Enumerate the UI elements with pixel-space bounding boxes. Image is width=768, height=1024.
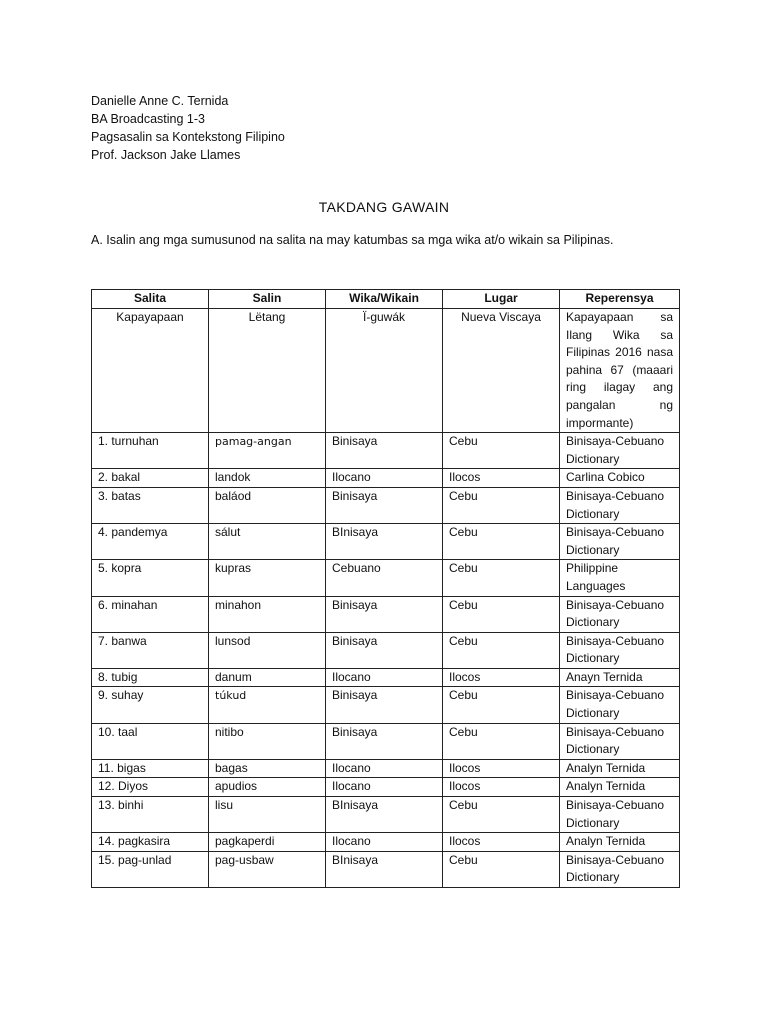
cell-salin: pag-usbaw: [209, 851, 326, 887]
table-row: [92, 560, 680, 596]
cell-salin: pagkaperdi: [209, 833, 326, 852]
cell-salita: 3. batas: [92, 487, 209, 523]
table-row: [92, 433, 680, 469]
cell-reperensya: Analyn Ternida: [560, 759, 680, 778]
cell-salita: 2. bakal: [92, 469, 209, 488]
cell-wika: Ilocano: [326, 759, 443, 778]
translation-table: [91, 289, 680, 888]
cell-lugar: Cebu: [443, 560, 560, 596]
cell-lugar: Ilocos: [443, 759, 560, 778]
table-row: [92, 469, 680, 488]
cell-lugar: Cebu: [443, 487, 560, 523]
cell-reperensya: Binisaya-Cebuano Dictionary: [560, 524, 680, 560]
cell-wika: Cebuano: [326, 560, 443, 596]
cell-wika: Binisaya: [326, 487, 443, 523]
example-salin: Lëtang: [209, 309, 326, 433]
cell-salita: 10. taal: [92, 723, 209, 759]
cell-lugar: Ilocos: [443, 778, 560, 797]
cell-lugar: Cebu: [443, 596, 560, 632]
cell-salita: 13. binhi: [92, 797, 209, 833]
cell-wika: Ilocano: [326, 469, 443, 488]
cell-reperensya: Carlina Cobico: [560, 469, 680, 488]
example-row: [92, 309, 680, 433]
cell-lugar: Cebu: [443, 632, 560, 668]
cell-salin: baláod: [209, 487, 326, 523]
cell-reperensya: Binisaya-Cebuano Dictionary: [560, 596, 680, 632]
example-lugar: Nueva Viscaya: [443, 309, 560, 433]
table-row: [92, 524, 680, 560]
header-reperensya: Reperensya: [560, 290, 680, 309]
cell-wika: BInisaya: [326, 524, 443, 560]
cell-salin: túkud: [209, 687, 326, 723]
cell-lugar: Cebu: [443, 797, 560, 833]
header-wika: Wika/Wikain: [326, 290, 443, 309]
cell-salita: 15. pag-unlad: [92, 851, 209, 887]
cell-lugar: Cebu: [443, 851, 560, 887]
table-row: [92, 668, 680, 687]
cell-reperensya: Binisaya-Cebuano Dictionary: [560, 851, 680, 887]
header-salita: Salita: [92, 290, 209, 309]
cell-salita: 9. suhay: [92, 687, 209, 723]
cell-salin: sálut: [209, 524, 326, 560]
cell-wika: BInisaya: [326, 797, 443, 833]
cell-lugar: Cebu: [443, 723, 560, 759]
cell-wika: Binisaya: [326, 433, 443, 469]
cell-reperensya: Anayn Ternida: [560, 668, 680, 687]
cell-reperensya: Binisaya-Cebuano Dictionary: [560, 487, 680, 523]
cell-lugar: Cebu: [443, 524, 560, 560]
table-row: [92, 596, 680, 632]
cell-wika: BInisaya: [326, 851, 443, 887]
cell-reperensya: Binisaya-Cebuano Dictionary: [560, 433, 680, 469]
table-row: [92, 797, 680, 833]
table-row: [92, 723, 680, 759]
cell-salin: landok: [209, 469, 326, 488]
cell-lugar: Ilocos: [443, 668, 560, 687]
cell-reperensya: Binisaya-Cebuano Dictionary: [560, 797, 680, 833]
document-title: TAKDANG GAWAIN: [318, 199, 450, 215]
table-row: [92, 833, 680, 852]
table-row: [92, 851, 680, 887]
cell-wika: Ilocano: [326, 668, 443, 687]
cell-salita: 14. pagkasira: [92, 833, 209, 852]
cell-wika: Binisaya: [326, 687, 443, 723]
instruction-text: A. Isalin ang mga sumusunod na salita na may katumbas sa mga wika at/o wikain sa Pilipinas.: [91, 233, 614, 247]
cell-salita: 5. kopra: [92, 560, 209, 596]
cell-salin: danum: [209, 668, 326, 687]
header-salin: Salin: [209, 290, 326, 309]
table-row: [92, 487, 680, 523]
header-lugar: Lugar: [443, 290, 560, 309]
cell-salin: bagas: [209, 759, 326, 778]
cell-salita: 11. bigas: [92, 759, 209, 778]
table-row: [92, 687, 680, 723]
cell-wika: Binisaya: [326, 596, 443, 632]
cell-reperensya: Philippine Languages: [560, 560, 680, 596]
cell-salin: pamag-angan: [209, 433, 326, 469]
cell-reperensya: Binisaya-Cebuano Dictionary: [560, 723, 680, 759]
cell-wika: Binisaya: [326, 632, 443, 668]
table-header-row: [92, 290, 680, 309]
cell-lugar: Ilocos: [443, 833, 560, 852]
table-row: [92, 759, 680, 778]
cell-salin: lunsod: [209, 632, 326, 668]
cell-salita: 4. pandemya: [92, 524, 209, 560]
cell-lugar: Cebu: [443, 433, 560, 469]
student-name: Danielle Anne C. Ternida: [91, 94, 229, 108]
cell-salita: 6. minahan: [92, 596, 209, 632]
cell-wika: Binisaya: [326, 723, 443, 759]
cell-reperensya: Binisaya-Cebuano Dictionary: [560, 687, 680, 723]
cell-salin: kupras: [209, 560, 326, 596]
cell-salin: apudios: [209, 778, 326, 797]
cell-salin: lisu: [209, 797, 326, 833]
course-section: BA Broadcasting 1-3: [91, 112, 205, 126]
professor-name: Prof. Jackson Jake Llames: [91, 148, 241, 162]
document-header: [91, 92, 285, 164]
cell-salita: 8. tubig: [92, 668, 209, 687]
cell-lugar: Ilocos: [443, 469, 560, 488]
cell-reperensya: Binisaya-Cebuano Dictionary: [560, 632, 680, 668]
cell-lugar: Cebu: [443, 687, 560, 723]
example-salita: Kapayapaan: [92, 309, 209, 433]
cell-salin: nitibo: [209, 723, 326, 759]
cell-wika: Ilocano: [326, 778, 443, 797]
table-row: [92, 778, 680, 797]
cell-reperensya: Analyn Ternida: [560, 778, 680, 797]
cell-wika: Ilocano: [326, 833, 443, 852]
example-wika: Ï-guwák: [326, 309, 443, 433]
cell-reperensya: Analyn Ternida: [560, 833, 680, 852]
cell-salita: 1. turnuhan: [92, 433, 209, 469]
cell-salin: minahon: [209, 596, 326, 632]
subject-name: Pagsasalin sa Kontekstong Filipino: [91, 130, 285, 144]
cell-salita: 12. Diyos: [92, 778, 209, 797]
table-row: [92, 632, 680, 668]
example-reperensya: Kapayapaan sa Ilang Wika sa Filipinas 2016 nasa pahina 67 (maaari ring ilagay ang pangalan ng impormante): [560, 309, 680, 433]
cell-salita: 7. banwa: [92, 632, 209, 668]
